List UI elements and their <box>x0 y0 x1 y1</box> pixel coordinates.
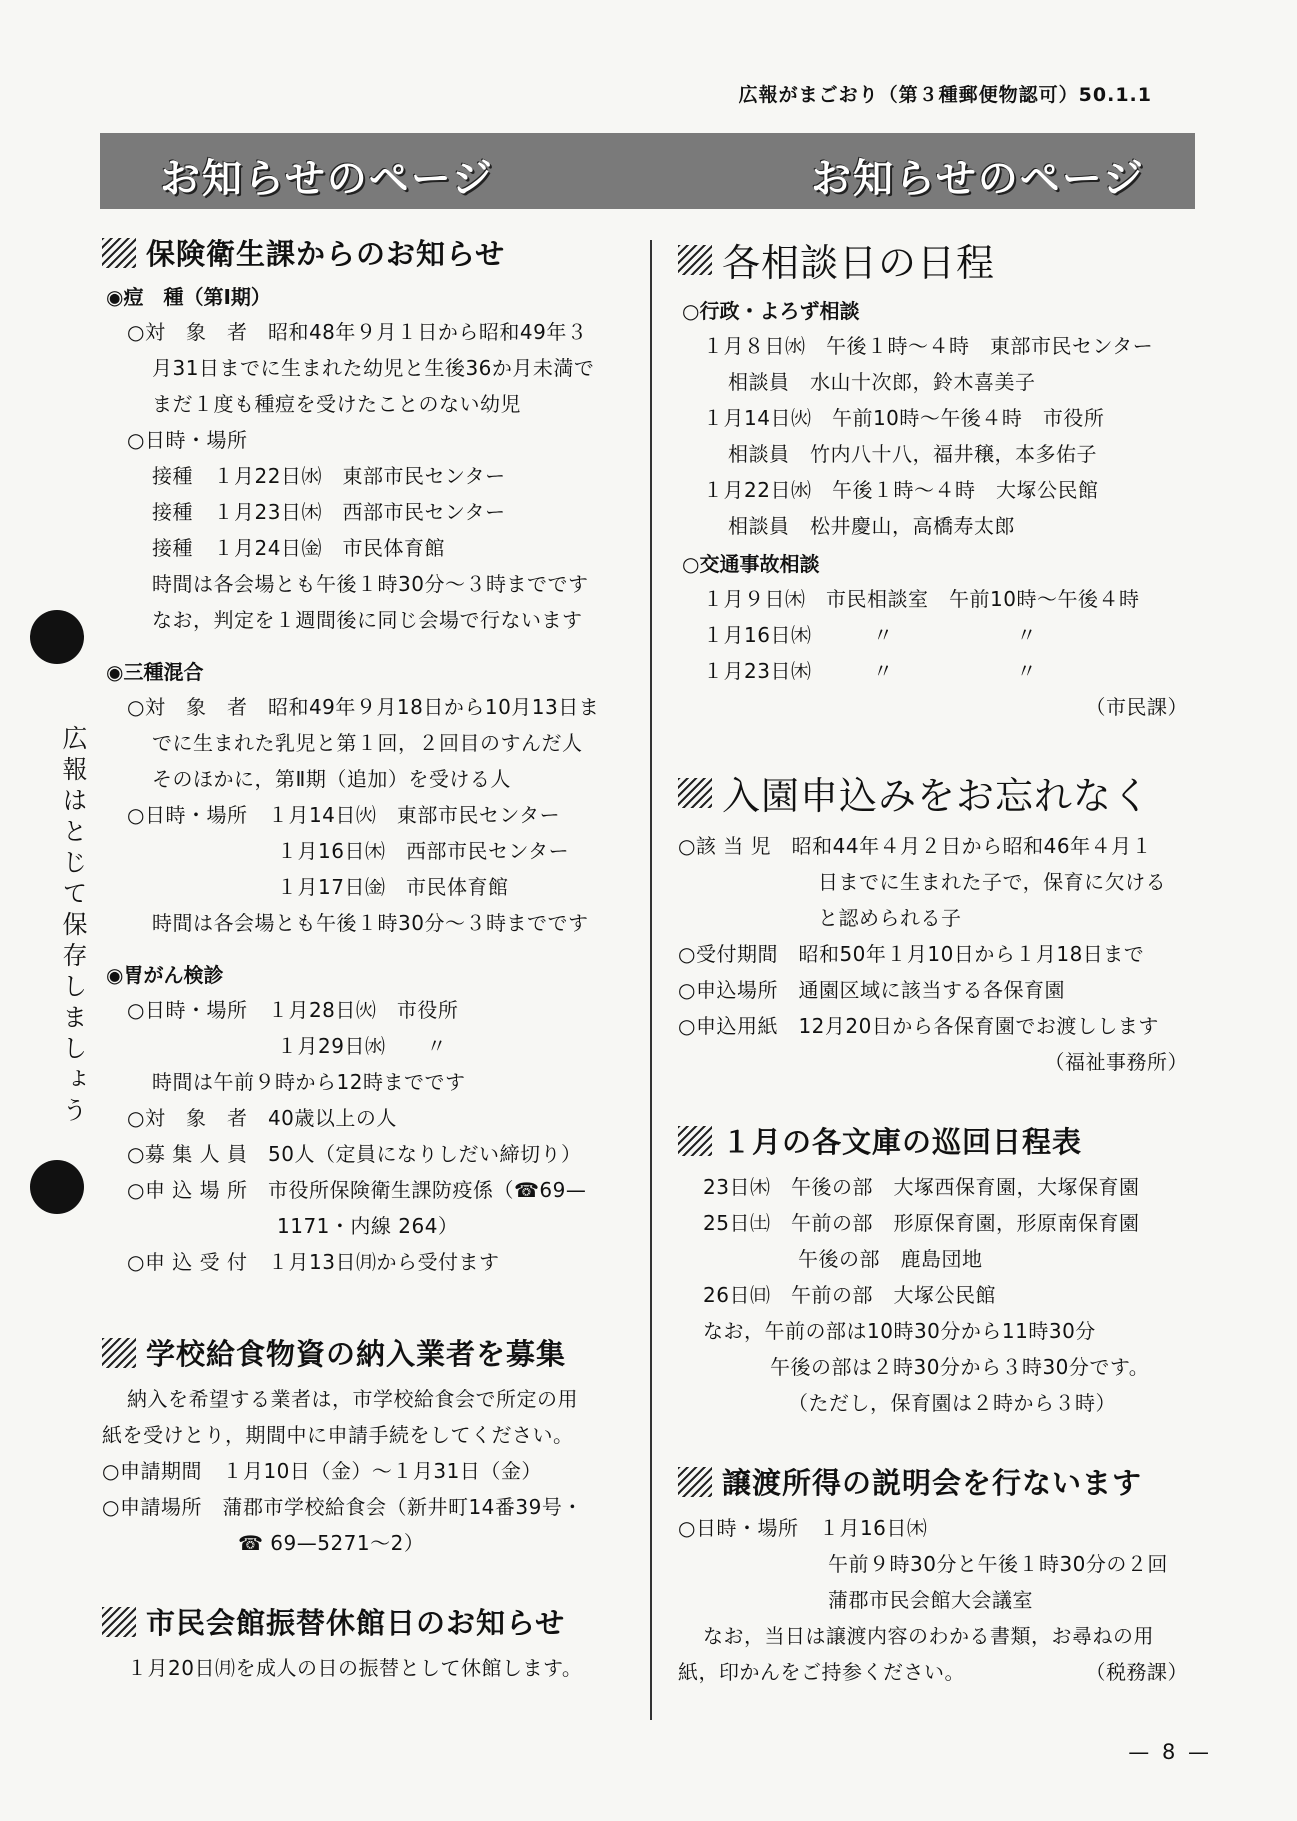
text-line: １月22日㈬ 午後１時～４時 大塚公民館 <box>703 478 1099 502</box>
text-line: 紙，印かんをご持参ください。 <box>678 1660 965 1684</box>
section-title <box>102 1601 647 1642</box>
column-divider <box>650 240 652 1720</box>
text-line: （ただし，保育園は２時から３時） <box>788 1391 1116 1415</box>
text-line: 接種 １月23日㈭ 西部市民センター <box>152 500 506 524</box>
banner-title-right: お知らせのページ <box>811 156 1145 202</box>
text-line: 時間は各会場とも午後１時30分～３時までです <box>152 572 589 596</box>
text-line: １月９日㈭ 市民相談室 午前10時～午後４時 <box>703 587 1140 611</box>
section-title <box>102 1332 647 1373</box>
text-line: まだ１度も種痘を受けたことのない幼児 <box>152 392 521 416</box>
text-line: 午後の部は２時30分から３時30分です。 <box>770 1355 1150 1379</box>
text-line: ○申請期間 １月10日（金）～１月31日（金） <box>102 1459 542 1483</box>
section-title <box>678 232 1208 287</box>
text-line: なお，判定を１週間後に同じ会場で行ないます <box>152 608 583 632</box>
left-column <box>102 232 647 1686</box>
nyuen-section <box>678 765 1208 1080</box>
section-title <box>678 1461 1208 1502</box>
text-line-with-credit <box>678 1654 1208 1690</box>
section-title-text: 学校給食物資の納入業者を募集 <box>146 1337 567 1371</box>
subheading: ○行政・よろず相談 <box>682 299 860 323</box>
text-line: ○申 込 受 付 １月13日㈪から受付ます <box>127 1250 500 1274</box>
text-line: ○日時・場所 <box>127 428 248 452</box>
text-line: １月８日㈬ 午後１時～４時 東部市民センター <box>703 334 1154 358</box>
text-line: 1171・内線 264） <box>277 1214 459 1238</box>
banner-title-left: お知らせのページ <box>160 156 494 202</box>
masthead: 広報がまごおり（第３種郵便物認可）50.1.1 <box>738 84 1152 106</box>
section-title <box>678 1120 1208 1161</box>
text-line: 紙を受けとり，期間中に申請手続をしてください。 <box>102 1423 574 1447</box>
text-line: ○対 象 者 40歳以上の人 <box>127 1106 397 1130</box>
page-number: — 8 — <box>1128 1740 1212 1764</box>
subheading: ◉三種混合 <box>106 660 204 684</box>
section-title <box>678 765 1208 820</box>
text-line: ○日時・場所 １月16日㈭ <box>678 1516 928 1540</box>
text-line: １月17日㈮ 市民体育館 <box>277 875 509 899</box>
section-title-text: 保険衛生課からのお知らせ <box>146 237 506 271</box>
text-line: なお，当日は譲渡内容のわかる書類，お尋ねの用 <box>703 1624 1154 1648</box>
text-line: 時間は各会場とも午後１時30分～３時までです <box>152 911 589 935</box>
credit: （税務課） <box>1085 1660 1188 1684</box>
subheading: ○交通事故相談 <box>682 552 820 576</box>
credit: （福祉事務所） <box>1044 1050 1188 1074</box>
text-line: 蒲郡市民会館大会議室 <box>828 1588 1033 1612</box>
text-line: ○受付期間 昭和50年１月10日から１月18日まで <box>678 942 1145 966</box>
text-line: 時間は午前９時から12時までです <box>152 1070 466 1094</box>
text-line: １月29日㈬ 〃 <box>277 1034 447 1058</box>
text-line: １月16日㈭ 西部市民センター <box>277 839 570 863</box>
hoken-section <box>102 232 647 1280</box>
text-line: と認められる子 <box>818 906 962 930</box>
text-line: 午前９時30分と午後１時30分の２回 <box>828 1552 1168 1576</box>
text-line: そのほかに，第Ⅱ期（追加）を受ける人 <box>152 767 511 791</box>
text-line: ☎ 69—5271～2） <box>238 1531 425 1555</box>
text-line: 接種 １月24日㈮ 市民体育館 <box>152 536 445 560</box>
side-note: 広報はとじて保存しましょう <box>59 725 88 1128</box>
text-line: ○申込場所 通園区域に該当する各保育園 <box>678 978 1065 1002</box>
section-title-text: 入園申込みをお忘れなく <box>722 774 1152 818</box>
hatch-icon <box>102 1607 136 1637</box>
text-line: ○日時・場所 １月14日㈫ 東部市民センター <box>127 803 561 827</box>
text-line: 26日㈰ 午前の部 大塚公民館 <box>703 1283 996 1307</box>
text-line: ○申請場所 蒲郡市学校給食会（新井町14番39号・ <box>102 1495 583 1519</box>
text-line: 相談員 竹内八十八，福井穣，本多佑子 <box>728 442 1097 466</box>
text-line: でに生まれた乳児と第１回，２回目のすんだ人 <box>152 731 583 755</box>
hatch-icon <box>102 1338 136 1368</box>
bunko-section <box>678 1120 1208 1421</box>
text-line: ○申込用紙 12月20日から各保育園でお渡しします <box>678 1014 1159 1038</box>
text-line: 相談員 水山十次郎，鈴木喜美子 <box>728 370 1036 394</box>
text-line: 相談員 松井慶山，高橋寿太郎 <box>728 514 1015 538</box>
subheading: ◉痘 種（第Ⅰ期） <box>106 285 271 309</box>
right-column <box>678 232 1208 1690</box>
text-line: ○日時・場所 １月28日㈫ 市役所 <box>127 998 459 1022</box>
joto-section <box>678 1461 1208 1690</box>
text-line: 23日㈭ 午後の部 大塚西保育園，大塚保育園 <box>703 1175 1140 1199</box>
sodan-section <box>678 232 1208 725</box>
text-line: ○対 象 者 昭和49年９月18日から10月13日ま <box>127 695 600 719</box>
text-line: ○対 象 者 昭和48年９月１日から昭和49年３ <box>127 320 588 344</box>
hatch-icon <box>102 238 136 268</box>
section-title-text: 市民会館振替休館日のお知らせ <box>146 1606 566 1640</box>
text-line: 月31日までに生まれた幼児と生後36か月未満で <box>152 356 595 380</box>
text-line: ○募 集 人 員 50人（定員になりしだい締切り） <box>127 1142 582 1166</box>
punch-hole-icon <box>30 1160 84 1214</box>
text-line: １月20日㈪を成人の日の振替として休館します。 <box>127 1656 583 1680</box>
kyushoku-section <box>102 1332 647 1561</box>
page-banner <box>100 133 1195 209</box>
section-title-text: 各相談日の日程 <box>722 241 996 285</box>
section-title <box>102 232 647 273</box>
punch-hole-icon <box>30 610 84 664</box>
text-line: 納入を希望する業者は，市学校給食会で所定の用 <box>127 1387 578 1411</box>
text-line: ○該 当 児 昭和44年４月２日から昭和46年４月１ <box>678 834 1153 858</box>
text-line: 午後の部 鹿島団地 <box>798 1247 983 1271</box>
subheading: ◉胃がん検診 <box>106 963 224 987</box>
text-line: １月14日㈫ 午前10時～午後４時 市役所 <box>703 406 1105 430</box>
hatch-icon <box>678 1467 712 1497</box>
hatch-icon <box>678 245 712 275</box>
text-line: 接種 １月22日㈬ 東部市民センター <box>152 464 506 488</box>
text-line: 日までに生まれた子で，保育に欠ける <box>818 870 1167 894</box>
text-line: １月16日㈭ 〃 〃 <box>703 623 1037 647</box>
credit: （市民課） <box>1085 695 1188 719</box>
text-line: ○申 込 場 所 市役所保険衛生課防疫係（☎69— <box>127 1178 587 1202</box>
text-line: １月23日㈭ 〃 〃 <box>703 659 1037 683</box>
hatch-icon <box>678 1126 712 1156</box>
text-line: 25日㈯ 午前の部 形原保育園，形原南保育園 <box>703 1211 1140 1235</box>
text-line: なお，午前の部は10時30分から11時30分 <box>703 1319 1096 1343</box>
section-title-text: 譲渡所得の説明会を行ないます <box>722 1466 1143 1500</box>
kaikan-section <box>102 1601 647 1686</box>
hatch-icon <box>678 778 712 808</box>
section-title-text: １月の各文庫の巡回日程表 <box>722 1125 1083 1159</box>
